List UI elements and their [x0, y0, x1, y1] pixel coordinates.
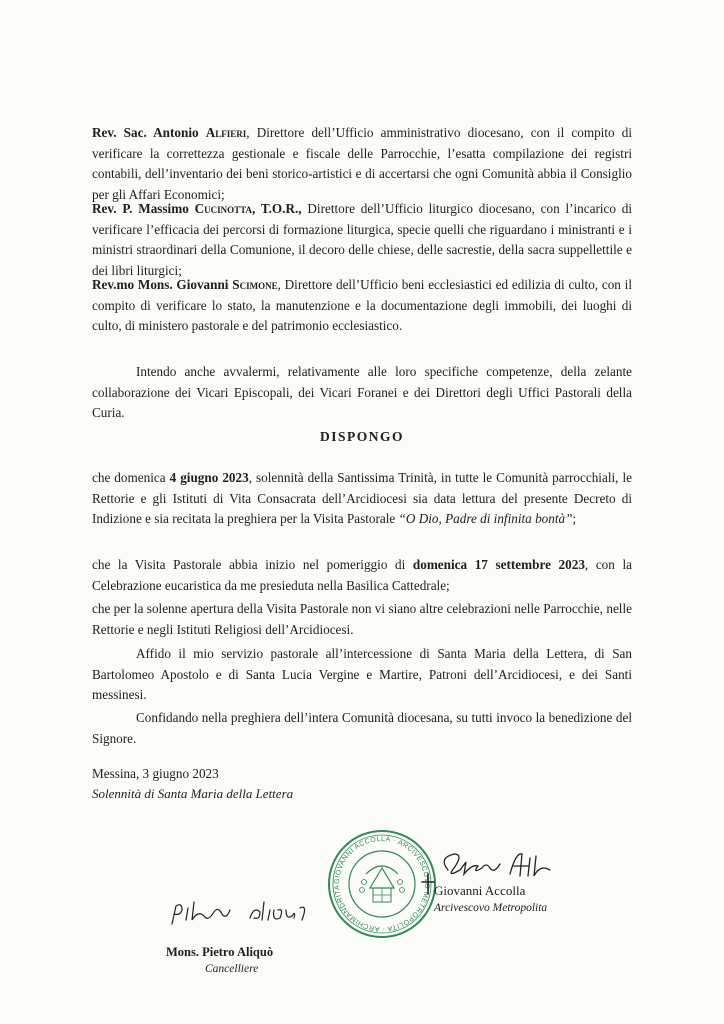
paragraph-alfieri: Rev. Sac. Antonio Alfieri, Direttore dell’Ufficio amministrativo diocesano, con il compito di verificare la correttezza gestionale e fiscale delle Parrocchie, l’esatta compilazione dei registri contabili, dell’inventario dei beni storico-artistici e di accertarsi che ogni Comunità abbia il Consiglio per gli Affari Economici;: [92, 125, 632, 202]
chancellor-name: Mons. Pietro Aliquò: [166, 945, 274, 959]
paragraph-patrons: Affido il mio servizio pastorale all’intercessione di Santa Maria della Lettera, di San Bartolomeo Apostolo e di Santa Lucia Vergine e Martire, Patroni dell’Arcidiocesi, e dei Santi messinesi.: [92, 646, 632, 703]
paragraph-collaboration-block: [92, 362, 632, 424]
paragraph-patrons-block: [92, 644, 632, 706]
archbishop-name: Giovanni Accolla: [434, 883, 526, 898]
seal-inscription: GIOVANNI ACCOLLA · ARCIVESCOVO METROPOLITA · ARCHIMANDRITA DEL SS. SALVATORE: [323, 823, 431, 933]
paragraph-blessing-block: [92, 708, 632, 749]
feast-day: Solennità di Santa Maria della Lettera: [92, 786, 294, 801]
paragraph-blessing: Confidando nella preghiera dell’intera Comunità diocesana, su tutti invoco la benedizione del Signore.: [92, 710, 632, 746]
paragraph-scimone-block: [92, 275, 632, 337]
body-text: [92, 123, 632, 205]
paragraph-scimone: Rev.mo Mons. Giovanni Scimone, Direttore dell’Ufficio beni ecclesiastici ed edilizia di culto, con il compito di verificare lo stato, la manutenzione e la documentazione degli immobili, dei luoghi di culto, di ministero pastorale e del patrimonio ecclesiastico.: [92, 277, 632, 334]
section-heading: DISPONGO: [319, 429, 404, 444]
chancellor-handwritten-signature: [168, 896, 338, 932]
archbishop-role: Arcivescovo Metropolita: [434, 902, 548, 914]
paragraph-cucinotta-block: [92, 199, 632, 281]
disposition-1-block: [92, 468, 632, 530]
disposition-2: che la Visita Pastorale abbia inizio nel pomeriggio di domenica 17 settembre 2023, con la Celebrazione eucaristica da me presieduta nella Basilica Cattedrale;: [92, 557, 632, 593]
disposition-1: che domenica 4 giugno 2023, solennità della Santissima Trinità, in tutte le Comunità parrocchiali, le Rettorie e gli Istituti di Vita Consacrata dell’Arcidiocesi sia data lettura del presente Decreto di Indizione e sia recitata la preghiera per la Visita Pastorale “O Dio, Padre di infinita bontà”;: [92, 470, 632, 527]
chancellor-role: Cancelliere: [205, 963, 259, 975]
place-date: Messina, 3 giugno 2023: [92, 766, 219, 781]
disposition-2-block: [92, 555, 632, 596]
disposition-3: che per la solenne apertura della Visita Pastorale non vi siano altre celebrazioni nelle Parrocchie, nelle Rettorie e negli Istituti Religiosi dell’Arcidiocesi.: [92, 601, 632, 637]
paragraph-collaboration: Intendo anche avvalermi, relativamente alle loro specifiche competenze, della zelante collaborazione dei Vicari Episcopali, dei Vicari Foranei e dei Direttori degli Uffici Pastorali della Curia.: [92, 364, 632, 421]
disposition-3-block: [92, 599, 632, 640]
paragraph-cucinotta: Rev. P. Massimo Cucinotta, T.O.R., Direttore dell’Ufficio liturgico diocesano, con l’incarico di verificare l’efficacia dei percorsi di formazione liturgica, specie quelli che riguardano i ministranti e i ministri straordinari della Comunione, il decoro delle chiese, delle sacrestie, della sacra suppellettile e dei libri liturgici;: [92, 201, 633, 278]
